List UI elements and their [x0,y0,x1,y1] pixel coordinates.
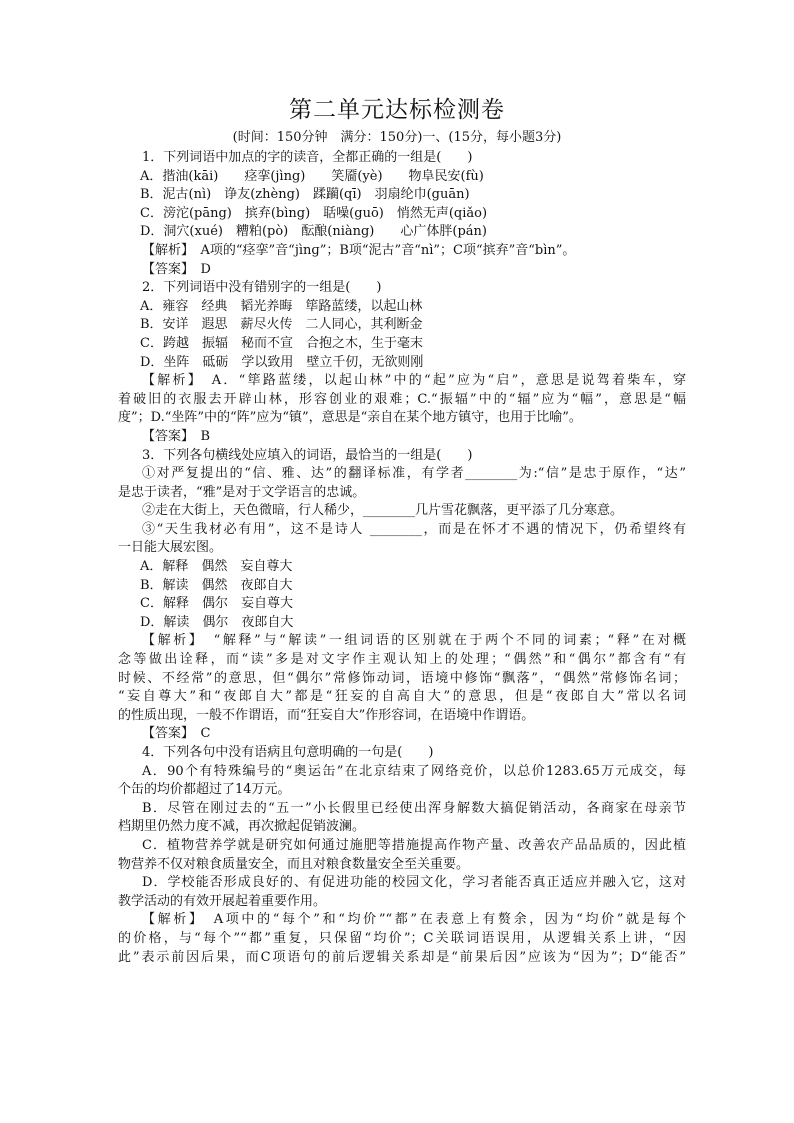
question-3-sentence-1-line-2: 是忠于读者，“雅”是对于文学语言的忠诚。 [118,484,366,500]
question-1-analysis: 【解析】 A项的“痉挛”音“jìnɡ”；B项“泥古”音“nì”；C项“摈弃”音“bìn”。 [142,242,576,258]
question-1-answer: 【答案】 D [142,261,211,277]
question-4-option-c-line-1: C．植物营养学就是研究如何通过施肥等措施提高作物产量、改善农产品品质的，因此植 [142,837,686,853]
question-3-stem: 3．下列各句横线处应填入的词语，最恰当的一组是( ) [142,447,473,463]
question-3-option-a: A．解释 偶然 妄自尊大 [140,559,293,575]
question-4-option-a-line-2: 个缶的均价都超过了14万元。 [118,782,291,798]
question-4-analysis-line-3: 此”表示前因后果，而C项语句的前后逻辑关系却是“前果后因”应该为“因为”；D“能否” [118,949,686,965]
question-2-option-a: A．雍容 经典 韬光养晦 筚路蓝缕，以起山林 [140,298,423,314]
question-4-analysis-line-1: 【解析】 A项中的“每个”和“均价”“都”在表意上有赘余，因为“均价”就是每个 [142,912,686,928]
question-1-stem: 1．下列词语中加点的字的读音，全都正确的一组是( ) [142,150,473,165]
question-2-analysis-line-3: 度”；D.“坐阵”中的“阵”应为“镇”，意思是“亲自在某个地方镇守，也用于比喻”。 [118,410,582,426]
question-4-stem: 4．下列各句中没有语病且句意明确的一句是( ) [142,745,434,760]
question-3-sentence-3-line-1: ③“天生我材必有用”，这不是诗人 ________，而是在怀才不遇的情况下，仍希望终有 [142,521,686,537]
question-3-answer: 【答案】 C [142,726,211,742]
question-4-option-b-line-1: B．尽管在刚过去的“五一”小长假里已经使出浑身解数大搞促销活动，各商家在母亲节 [142,800,686,816]
question-3-option-d: D．解读 偶尔 夜郎自大 [140,614,294,630]
question-1-option-b: B．泥古(nì) 诤友(zhèng) 蹂躏(qī) 羽扇纶巾(guān) [140,187,470,203]
question-4-option-a-line-1: A．90个有特殊编号的“奥运缶”在北京结束了网络竞价，以总价1283.65万元成交，每 [142,763,686,779]
question-2-analysis-line-2: 着破旧的衣服去开辟山林，形容创业的艰难；C.“振辐”中的“辐”应为“幅”，意思是“幅 [118,391,686,407]
question-3-analysis-line-5: 的性质出现，一般不作谓语，而“狂妄自大”作形容词，在语境中作谓语。 [118,707,535,723]
question-content [118,149,686,967]
question-4-option-d-line-1: D．学校能否形成良好的、有促进功能的校园文化，学习者能否真正适应并融入它，这对 [142,875,686,891]
question-1-option-c: C．滂沱(pāng) 摈弃(bìng) 聒噪(guō) 悄然无声(qiǎo) [140,205,488,221]
question-2-option-b: B．安详 遐思 薪尽火传 二人同心，其利断金 [140,317,423,333]
question-3-option-c: C．解释 偶尔 妄自尊大 [140,596,293,612]
question-2-answer: 【答案】 B [142,428,211,444]
question-4-option-d-line-2: 教学活动的有效开展起着重要作用。 [118,893,327,909]
question-3-analysis-line-1: 【解析】 “解释”与“解读”一组词语的区别就在于两个不同的词素；“释”在对概 [142,633,686,649]
question-3-sentence-3-line-2: 一日能大展宏图。 [118,540,223,556]
question-3-analysis-line-4: “妄自尊大”和“夜郎自大”都是“狂妄的自高自大”的意思，但是“夜郎自大”常以名词 [118,689,686,705]
question-3-option-b: B．解读 偶然 夜郎自大 [140,577,293,593]
question-2-analysis-line-1: 【解析】 A．“筚路蓝缕，以起山林”中的“起”应为“启”，意思是说驾着柴车，穿 [142,373,686,389]
question-2-stem: 2．下列词语中没有错别字的一组是( ) [142,280,382,296]
question-1-option-d: D．洞穴(xué) 糟粕(pò) 酝酿(niàng) 心广体胖(pán) [140,224,487,240]
question-3-analysis-line-3: 时候、不经常”的意思，但“偶尔”常修饰动词，语境中修饰“飘落”，“偶然”常修饰名词； [118,670,686,686]
question-2-option-d: D．坐阵 砥砺 学以致用 壁立千仞，无欲则刚 [140,354,424,370]
question-3-sentence-1-line-1: ①对严复提出的“信、雅、达”的翻译标准，有学者________为:“信”是忠于原作，“达” [142,466,686,482]
question-4-option-c-line-2: 物营养不仅对粮食质量安全，而且对粮食数量安全至关重要。 [118,856,470,872]
question-3-sentence-2: ②走在大街上，天色微暗，行人稀少，________几片雪花飘落，更平添了几分寒意。 [142,503,624,519]
question-3-analysis-line-2: 念等做出诠释，而“读”多是对文字作主观认知上的处理；“偶然”和“偶尔”都含有“有 [118,652,686,668]
question-2-option-c: C．跨越 振辐 秘而不宣 合抱之木，生于毫末 [140,335,423,351]
page-title: 第二单元达标检测卷 [289,97,505,123]
question-4-option-b-line-2: 档期里仍然力度不减，再次掀起促销波澜。 [118,819,366,835]
exam-info: (时间：150分钟 满分：150分)一、(15分，每小题3分) [232,130,562,145]
question-4-analysis-line-2: 的价格，与“每个”“都”重复，只保留“均价”；C关联词语误用，从逻辑关系上讲，“因 [118,930,686,946]
question-1-option-a: A．揩油(kāi) 痉挛(jìng) 笑靥(yè) 物阜民安(fù) [140,168,484,184]
